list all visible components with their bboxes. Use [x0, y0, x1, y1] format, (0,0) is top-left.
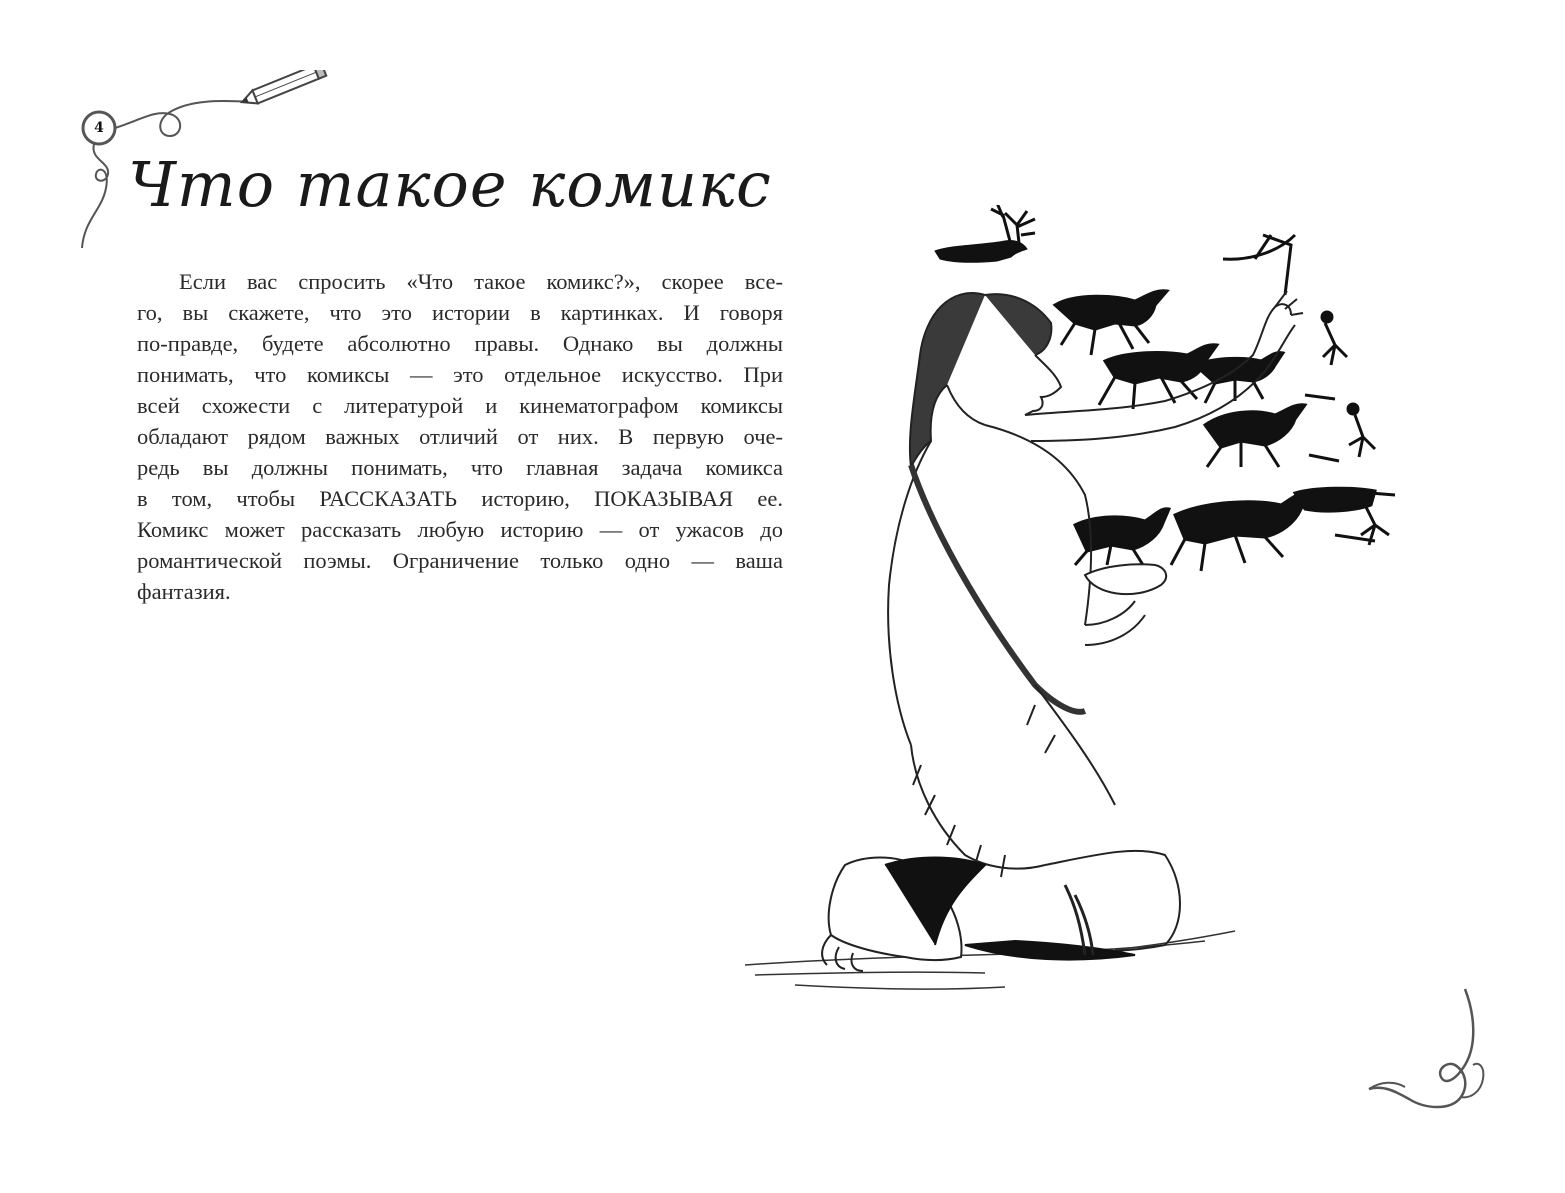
swirl-icon [1365, 985, 1490, 1115]
caveman-painting-illustration [735, 205, 1425, 1005]
caveman-figure [822, 291, 1303, 971]
body-line: по-правде, будете абсолютно правы. Однако вы должны [137, 331, 783, 356]
body-line: понимать, что комиксы — это отдельное искусство. При [137, 362, 783, 387]
deer-painting [1055, 291, 1167, 355]
body-line: в том, чтобы РАССКАЗАТЬ историю, ПОКАЗЫВАЯ ее. [137, 486, 783, 511]
body-line: го, вы скажете, что это истории в картинках. И говоря [137, 300, 783, 325]
ground-lines [745, 931, 1235, 989]
page-title: Что такое комикс [128, 148, 772, 221]
deer-painting [1099, 345, 1217, 409]
deer-painting [1171, 493, 1309, 571]
body-line: Комикс может рассказать любую историю — от ужасов до [137, 517, 783, 542]
body-line: фантазия. [137, 579, 231, 604]
body-line: редь вы должны понимать, что главная задача комикса [137, 455, 783, 480]
deer-painting [935, 205, 1035, 262]
body-line: Если вас спросить «Что такое комикс?», скорее все- [179, 269, 783, 294]
body-line: романтической поэмы. Ограничение только одно — ваша [137, 548, 783, 573]
bow-painting [1223, 235, 1295, 295]
page-number: 4 [94, 120, 104, 136]
body-line: всей схожести с литературой и кинематографом комиксы [137, 393, 783, 418]
body-line: обладают рядом важных отличий от них. В первую оче- [137, 424, 783, 449]
deer-painting [1205, 405, 1305, 467]
body-paragraph [137, 266, 783, 607]
